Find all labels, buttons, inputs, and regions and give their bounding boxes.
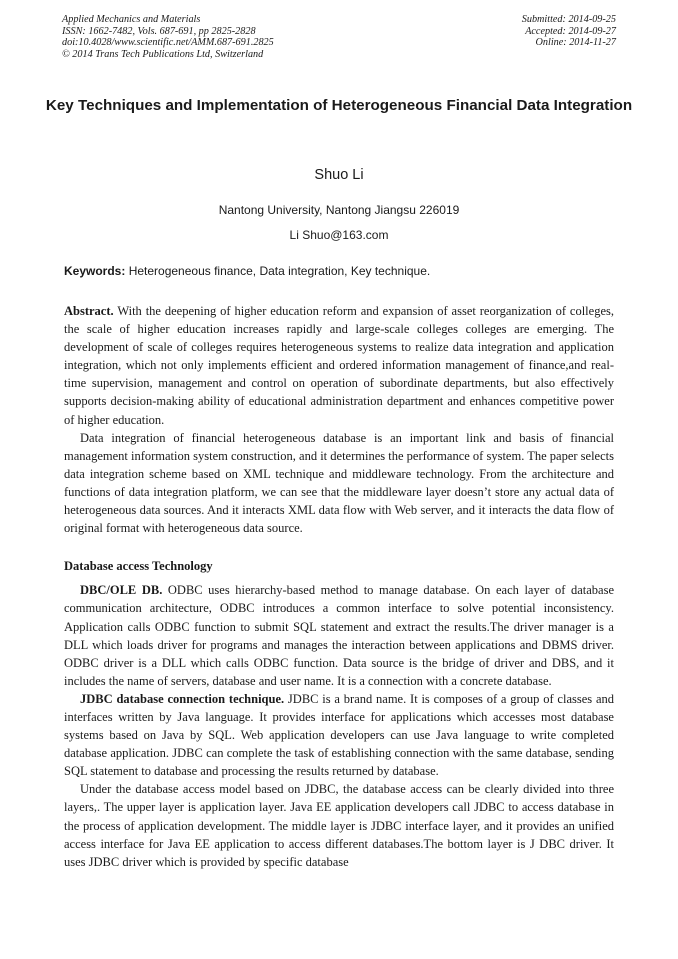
paper-title: Key Techniques and Implementation of Heterogeneous Financial Data Integration [45,97,633,114]
paper-body [64,302,614,871]
jdbc-lead: JDBC database connection technique. [80,691,285,706]
online-date: Online: 2014-11-27 [535,37,616,49]
accepted-date: Accepted: 2014-09-27 [525,25,616,37]
journal-header-right [522,14,616,49]
abstract-paragraph-2: Data integration of financial heterogeneous database is an important link and basis of financial management information system construction, and it determines the performance of system. The paper selects data integration scheme based on XML technique and middleware technology. From the architecture and functions of data integration platform, we can see that the middleware layer doesn’t store any actual data of heterogeneous data sources. And it interacts XML data flow with Web server, and it interacts the data flow of original format with heterogeneous data source. [64,430,614,536]
section-heading: Database access Technology [64,559,213,574]
odbc-text: ODBC uses hierarchy-based method to manage database. On each layer of database communication architecture, ODBC introduces a common interface to solve potential inconsistency. Application calls ODBC function to submit SQL statement and extract the results.The driver manager is a DLL which loads driver for programs and manages the interaction between applications and DBMS driver. ODBC driver is a DLL which calls ODBC function. Data source is the bridge of driver and DBS, and it includes the name of servers, database and user name. It is a connection with a concrete database. [64,583,614,688]
keywords [64,264,614,278]
abstract-text: With the deepening of higher education reform and expansion of asset reorganization of colleges, the scale of higher education increases rapidly and large-scale colleges colleges are emerging. The development of scale of colleges requires heterogeneous systems to realize data integration and application integration, which not only implements efficient and ordered information management of finance,and real-time supervision, management and control on operation of subordinate departments, but also effectively supports decision-making ability of educational administration department and enhances competitive power of higher education. [64,304,614,427]
keywords-label: Keywords: [64,264,126,278]
jdbc-model-paragraph: Under the database access model based on JDBC, the database access can be clearly divided into three layers,. The upper layer is application layer. Java EE application developers call JDBC to access database in the process of application development. The middle layer is JDBC interface layer, and it provides an unified access interface for Java EE application to access different databases.The bottom layer is J DBC driver. It uses JDBC driver which is provided by specific database [64,782,614,869]
submitted-date: Submitted: 2014-09-25 [521,14,616,25]
author-name: Shuo Li [314,167,364,183]
jdbc-text: JDBC is a brand name. It is composes of a group of classes and interfaces written by Java language. It provides interface for applications which accesses most database systems based on Java by SQL. Web application developers can use Java language to write completed database application. JDBC can complete the task of establishing connection with the same database, sending SQL statement to database and processing the results returned by database. [64,691,614,779]
journal-name: Applied Mechanics and Materials [62,14,201,25]
jdbc-paragraph [64,690,614,780]
odbc-lead: DBC/OLE DB. [80,583,163,598]
abstract-paragraph [64,302,614,429]
author-email: Li Shuo@163.com [289,228,389,242]
abstract-label: Abstract. [64,304,114,318]
journal-issn: ISSN: 1662-7482, Vols. 687-691, pp 2825-2828 [62,25,256,37]
journal-doi: doi:10.4028/www.scientific.net/AMM.687-691.2825 [62,37,274,49]
journal-header-left [62,14,274,60]
keywords-text: Heterogeneous finance, Data integration, Key technique. [125,264,431,278]
journal-copyright: © 2014 Trans Tech Publications Ltd, Switzerland [62,48,264,60]
odbc-paragraph [64,581,614,690]
author-affiliation: Nantong University, Nantong Jiangsu 226019 [218,203,460,217]
